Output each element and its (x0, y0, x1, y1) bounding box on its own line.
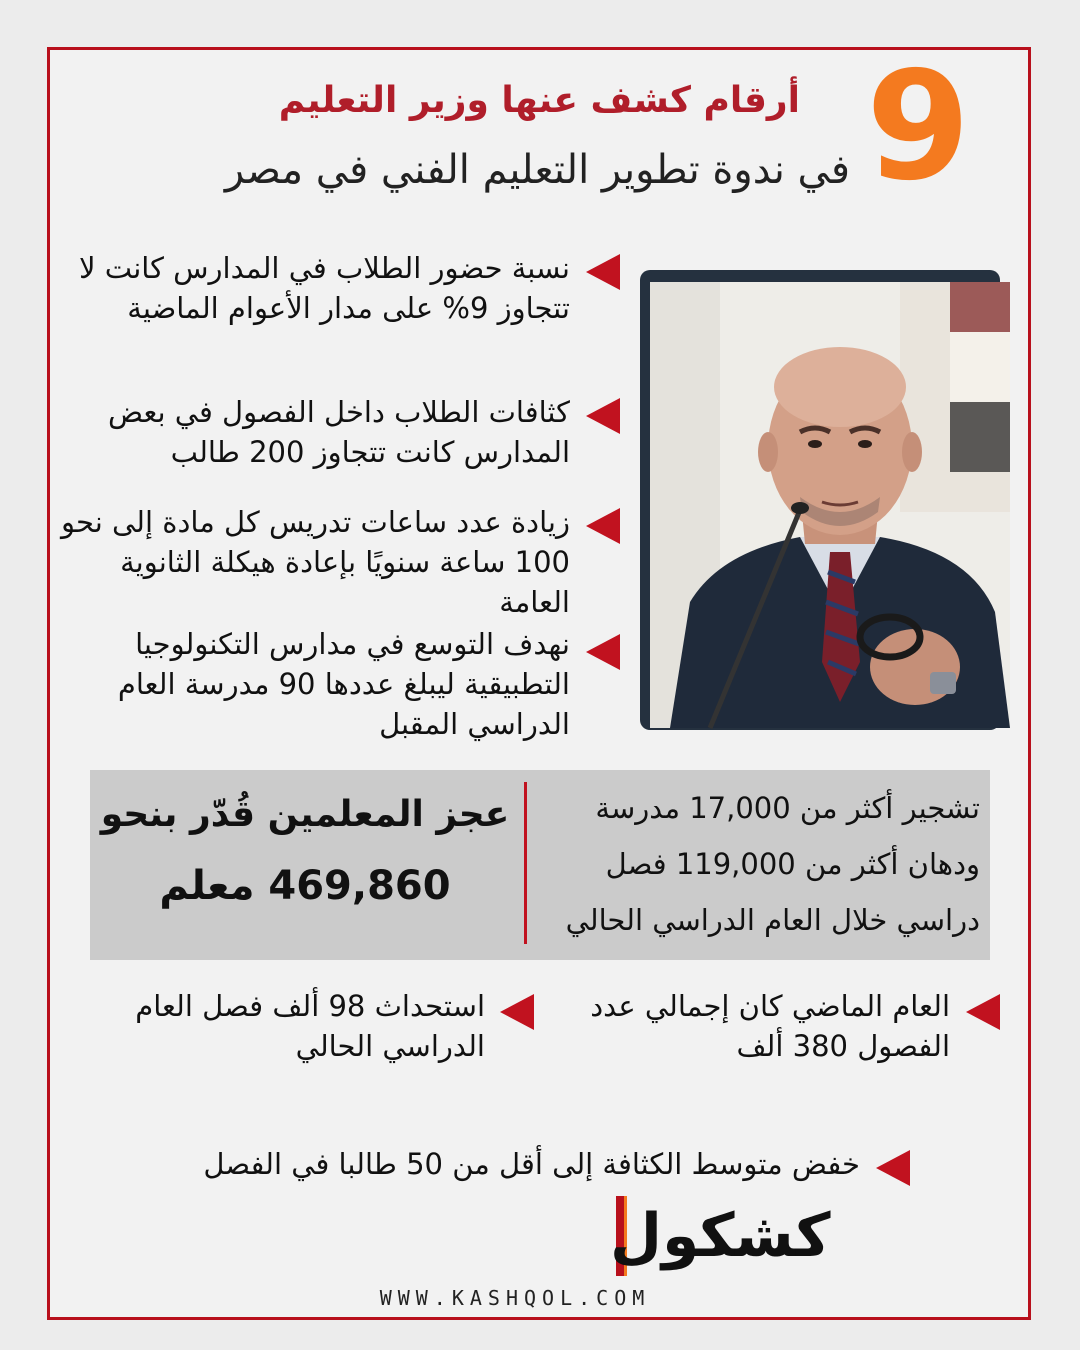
bullet-item-4: نهدف التوسع في مدارس التكنولوجيا التطبيقية ليبلغ عددها 90 مدرسة العام الدراسي المقبل (117, 627, 570, 741)
bullet-item-3: زيادة عدد ساعات تدريس كل مادة إلى نحو 100 ساعة سنويًا بإعادة هيكلة الثانوية العامة (61, 505, 570, 619)
website-url[interactable]: WWW.KASHQOL.COM (379, 1286, 651, 1310)
kashqol-logo (420, 1192, 831, 1284)
stats-divider (524, 782, 527, 944)
bullet-marker-icon (966, 994, 1000, 1030)
bullet-marker-icon (876, 1150, 910, 1186)
minister-photo (650, 282, 1010, 728)
bullet-marker-icon (586, 398, 620, 434)
minister-illustration (650, 282, 1010, 728)
bullet-marker-icon (500, 994, 534, 1030)
bullet-item-1: نسبة حضور الطلاب في المدارس كانت لا تتجاوز 9% على مدار الأعوام الماضية (78, 251, 570, 325)
logo-text: كشكول (610, 1201, 831, 1271)
teacher-shortage-value: 469,860 معلم (159, 863, 451, 909)
headline-number: 9 (866, 40, 971, 214)
bullet-item-2: كثافات الطلاب داخل الفصول في بعض المدارس كانت تتجاوز 200 طالب (107, 395, 570, 469)
bullet-marker-icon (586, 254, 620, 290)
kashqol-logo-mark (420, 1192, 831, 1284)
teacher-shortage-label: عجز المعلمين قُدّر بنحو (100, 794, 510, 835)
bullet-item-5: العام الماضي كان إجمالي عدد الفصول 380 ألف (590, 989, 950, 1063)
bullet-marker-icon (586, 508, 620, 544)
bullet-item-6: استحداث 98 ألف فصل العام الدراسي الحالي (135, 989, 485, 1063)
bullet-item-7: خفض متوسط الكثافة إلى أقل من 50 طالبا في الفصل (203, 1147, 860, 1181)
headline-subtitle: في ندوة تطوير التعليم الفني في مصر (224, 147, 850, 193)
stats-right-text: تشجير أكثر من 17,000 مدرسة ودهان أكثر من 119,000 فصل دراسي خلال العام الدراسي الحالي (565, 791, 980, 937)
bullet-marker-icon (586, 634, 620, 670)
headline-title: أرقام كشف عنها وزير التعليم (278, 80, 800, 121)
